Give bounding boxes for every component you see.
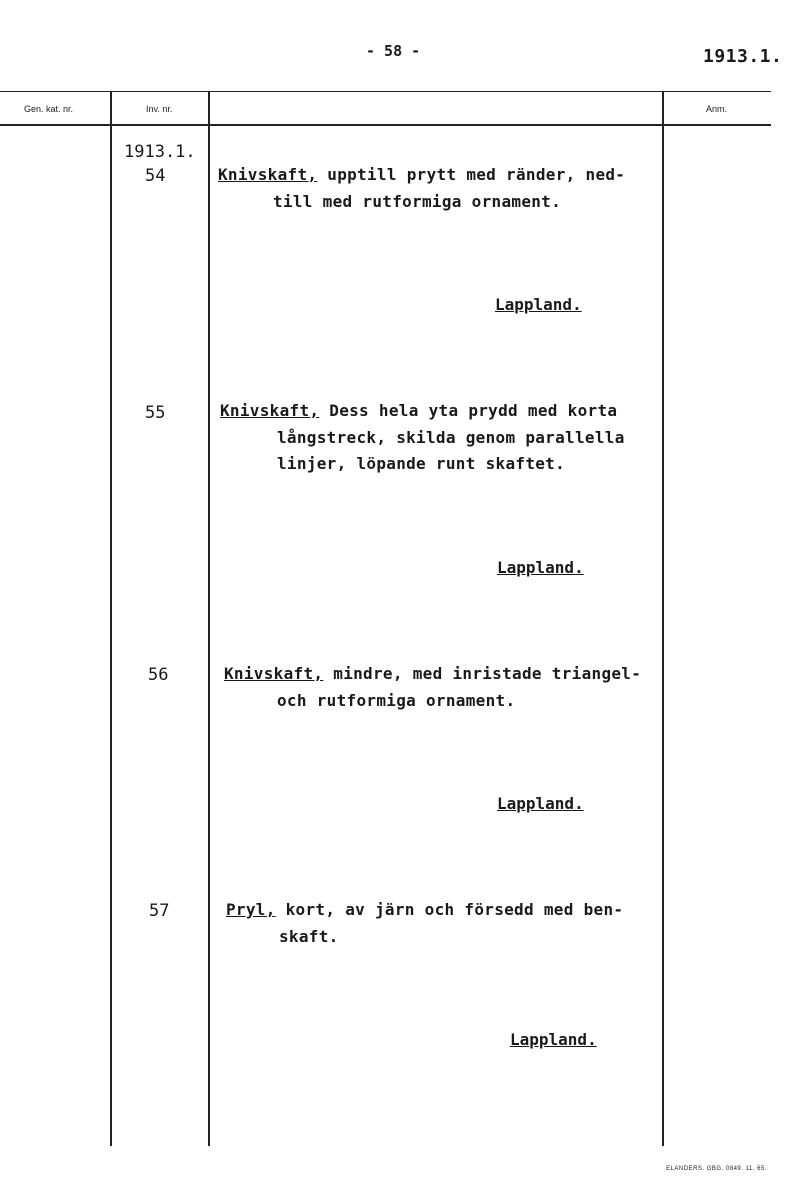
inventory-number: 55 [145,403,166,423]
entry-region: Lappland. [510,1030,597,1049]
entry-text-continued: till med rutformiga ornament. [273,192,562,211]
entry-region: Lappland. [497,794,584,813]
entry-region: Lappland. [495,295,582,314]
entry-keyword: Knivskaft, [220,401,320,420]
entry-text-continued: och rutformiga ornament. [277,691,516,710]
column-divider-3 [662,91,664,1146]
entry-text: upptill prytt med ränder, ned- [317,165,626,184]
entry-description [220,401,617,420]
entry-description [224,664,641,683]
column-header-gen-kat-nr: Gen. kat. nr. [24,104,74,114]
entry-description [226,900,623,919]
entry-keyword: Knivskaft, [224,664,324,683]
catalog-reference: 1913.1. [703,46,783,67]
entry-text-continued: linjer, löpande runt skaftet. [277,454,566,473]
entry-text-continued: skaft. [279,927,339,946]
entry-text: kort, av järn och försedd med ben- [275,900,624,919]
page-number: - 58 - [366,42,421,60]
entry-keyword: Pryl, [226,900,276,919]
entry-text: Dess hela yta prydd med korta [319,401,618,420]
entry-keyword: Knivskaft, [218,165,318,184]
series-number: 1913.1. [124,142,196,162]
inventory-number: 54 [145,166,166,186]
entry-region: Lappland. [497,558,584,577]
column-header-inv-nr: Inv. nr. [146,104,173,114]
column-header-anm: Anm. [706,104,728,114]
header-bottom-rule [0,124,771,126]
inventory-number: 57 [149,901,170,921]
printer-imprint: ELANDERS. GBG. 0849. 11. 65. [666,1166,767,1172]
column-divider-1 [110,91,112,1146]
header-top-rule [0,91,771,92]
entry-description [218,165,625,184]
column-divider-2 [208,91,210,1146]
entry-text-continued: långstreck, skilda genom parallella [277,428,625,447]
inventory-number: 56 [148,665,169,685]
entry-text: mindre, med inristade triangel- [323,664,642,683]
